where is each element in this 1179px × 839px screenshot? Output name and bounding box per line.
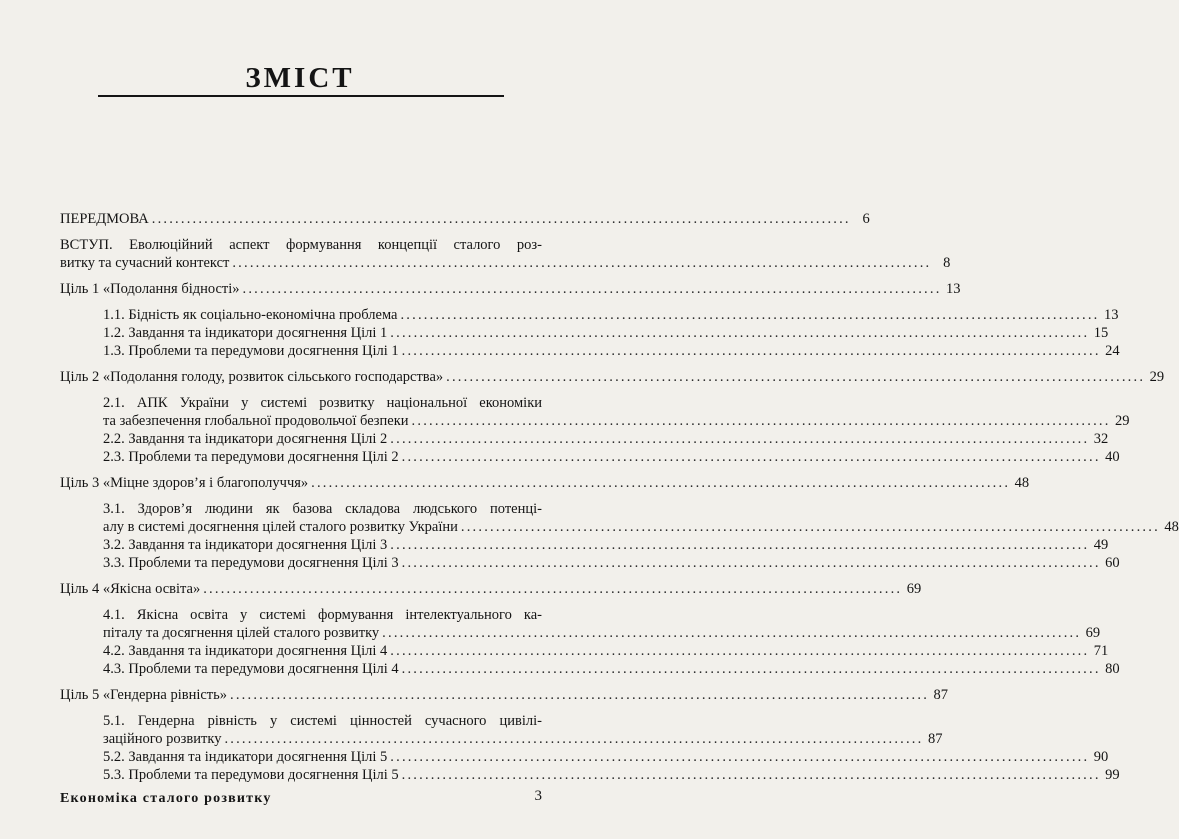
toc-page-number: 13 (946, 281, 961, 297)
dot-leader: ........................................................................................................................ (390, 749, 1090, 765)
toc-section-entry[interactable] (60, 448, 1120, 466)
dot-leader: ........................................................................................................................ (446, 369, 1146, 385)
dot-leader: ........................................................................................................................ (390, 325, 1090, 341)
toc-chapter-entry[interactable] (60, 474, 1030, 492)
dot-leader: ........................................................................................................................ (230, 687, 930, 703)
toc-page-number: 90 (1093, 749, 1109, 765)
toc-entry-text: Ціль 1 «Подолання бідності» (60, 281, 240, 297)
dot-leader: ........................................................................................................................ (400, 307, 1100, 323)
dot-leader: ........................................................................................................................ (401, 767, 1101, 783)
toc-page-number: 99 (1105, 767, 1120, 783)
toc-page-number: 49 (1093, 537, 1109, 553)
toc-entry-text: 2.2. Завдання та індикатори досягнення Цілі 2 (103, 431, 388, 447)
toc-page-number: 69 (906, 581, 922, 597)
toc-entry-text: 1.2. Завдання та індикатори досягнення Цілі 1 (103, 325, 388, 341)
toc-entry-text-line: 4.1. Якісна освіта у системі формування інтелектуального ка- (103, 607, 542, 623)
toc-page-number: 48 (1164, 519, 1179, 535)
dot-leader: ........................................................................................................................ (390, 643, 1090, 659)
toc-entry-text: 5.2. Завдання та індикатори досягнення Цілі 5 (103, 749, 388, 765)
toc-page-number: 87 (933, 687, 949, 703)
toc-entry-text: 4.2. Завдання та індикатори досягнення Цілі 4 (103, 643, 388, 659)
table-of-contents (60, 210, 1179, 784)
toc-page-number: 48 (1014, 475, 1030, 491)
toc-page-number: 29 (1115, 413, 1130, 429)
toc-chapter-entry[interactable] (60, 210, 870, 228)
toc-entry-text-line: ВСТУП. Еволюційний аспект формування концепції сталого роз- (60, 237, 542, 253)
toc-section-entry[interactable] (60, 342, 1120, 360)
toc-page-number: 87 (927, 731, 943, 747)
toc-chapter-entry[interactable] (60, 686, 949, 704)
toc-entry-text: ПЕРЕДМОВА (60, 211, 149, 227)
toc-entry-text: 3.2. Завдання та індикатори досягнення Цілі 3 (103, 537, 388, 553)
toc-entry-text: витку та сучасний контекст (60, 255, 230, 271)
toc-page-number: 15 (1093, 325, 1109, 341)
dot-leader: ........................................................................................................................ (401, 343, 1101, 359)
toc-entry-text: та забезпечення глобальної продовольчої безпеки (103, 413, 409, 429)
dot-leader: ........................................................................................................................ (401, 555, 1101, 571)
running-title: Економіка сталого розвитку (60, 791, 272, 806)
dot-leader: ........................................................................................................................ (460, 519, 1160, 535)
dot-leader: ........................................................................................................................ (224, 731, 924, 747)
toc-chapter-entry[interactable] (60, 580, 922, 598)
toc-entry-text: 5.3. Проблеми та передумови досягнення Цілі 5 (103, 767, 399, 783)
toc-page-number: 40 (1105, 449, 1120, 465)
title-underline (98, 95, 504, 97)
toc-page-number: 80 (1105, 661, 1120, 677)
toc-page-number: 29 (1149, 369, 1165, 385)
toc-page-number: 32 (1093, 431, 1109, 447)
toc-entry-text: 1.3. Проблеми та передумови досягнення Цілі 1 (103, 343, 399, 359)
toc-chapter-entry[interactable] (60, 368, 1165, 386)
toc-entry-text: Ціль 4 «Якісна освіта» (60, 581, 201, 597)
toc-entry-text: 2.3. Проблеми та передумови досягнення Цілі 2 (103, 449, 399, 465)
toc-section-entry[interactable] (60, 430, 1109, 448)
toc-entry-text-line: 2.1. АПК України у системі розвитку національної економіки (103, 395, 542, 411)
toc-section-entry[interactable] (60, 306, 1119, 324)
toc-page-number: 13 (1103, 307, 1119, 323)
toc-section-entry[interactable] (60, 554, 1120, 572)
toc-page-number: 60 (1105, 555, 1120, 571)
dot-leader: ........................................................................................................................ (232, 255, 932, 271)
dot-leader: ........................................................................................................................ (382, 625, 1082, 641)
dot-leader: ........................................................................................................................ (311, 475, 1011, 491)
dot-leader: ........................................................................................................................ (203, 581, 903, 597)
toc-section-entry[interactable] (60, 712, 943, 748)
toc-section-entry[interactable] (60, 536, 1109, 554)
toc-entry-text: 4.3. Проблеми та передумови досягнення Цілі 4 (103, 661, 399, 677)
dot-leader: ........................................................................................................................ (242, 281, 942, 297)
toc-entry-text: 1.1. Бідність як соціально-економічна проблема (103, 307, 398, 323)
toc-section-entry[interactable] (60, 748, 1109, 766)
toc-entry-text: заційного розвитку (103, 731, 222, 747)
toc-section-entry[interactable] (60, 766, 1120, 784)
page-title: ЗМІСТ (245, 62, 355, 94)
toc-entry-text: 3.3. Проблеми та передумови досягнення Цілі 3 (103, 555, 399, 571)
toc-chapter-entry[interactable] (60, 236, 951, 272)
toc-entry-text: піталу та досягнення цілей сталого розвитку (103, 625, 380, 641)
toc-entry-text-line: 3.1. Здоров’я людини як базова складова людського потенці- (103, 501, 542, 517)
toc-page-number: 24 (1105, 343, 1120, 359)
toc-section-entry[interactable] (60, 642, 1109, 660)
dot-leader: ........................................................................................................................ (390, 537, 1090, 553)
toc-page-number: 69 (1085, 625, 1101, 641)
toc-section-entry[interactable] (60, 324, 1109, 342)
toc-section-entry[interactable] (60, 500, 1179, 536)
toc-page-number: 71 (1093, 643, 1109, 659)
toc-page-number: 8 (943, 255, 951, 271)
toc-section-entry[interactable] (60, 606, 1101, 642)
toc-entry-text: Ціль 2 «Подолання голоду, розвиток сільського господарства» (60, 369, 444, 385)
toc-section-entry[interactable] (60, 394, 1130, 430)
dot-leader: ........................................................................................................................ (411, 413, 1111, 429)
toc-entry-text: Ціль 5 «Гендерна рівність» (60, 687, 228, 703)
toc-entry-text-line: 5.1. Гендерна рівність у системі цінностей сучасного цивілі- (103, 713, 542, 729)
dot-leader: ........................................................................................................................ (401, 449, 1101, 465)
toc-entry-text: алу в системі досягнення цілей сталого розвитку України (103, 519, 458, 535)
toc-page-number: 6 (862, 211, 870, 227)
toc-entry-text: Ціль 3 «Міцне здоров’я і благополуччя» (60, 475, 309, 491)
toc-chapter-entry[interactable] (60, 280, 961, 298)
toc-section-entry[interactable] (60, 660, 1120, 678)
page-number: 3 (534, 788, 542, 804)
dot-leader: ........................................................................................................................ (401, 661, 1101, 677)
dot-leader: ........................................................................................................................ (151, 211, 851, 227)
dot-leader: ........................................................................................................................ (390, 431, 1090, 447)
